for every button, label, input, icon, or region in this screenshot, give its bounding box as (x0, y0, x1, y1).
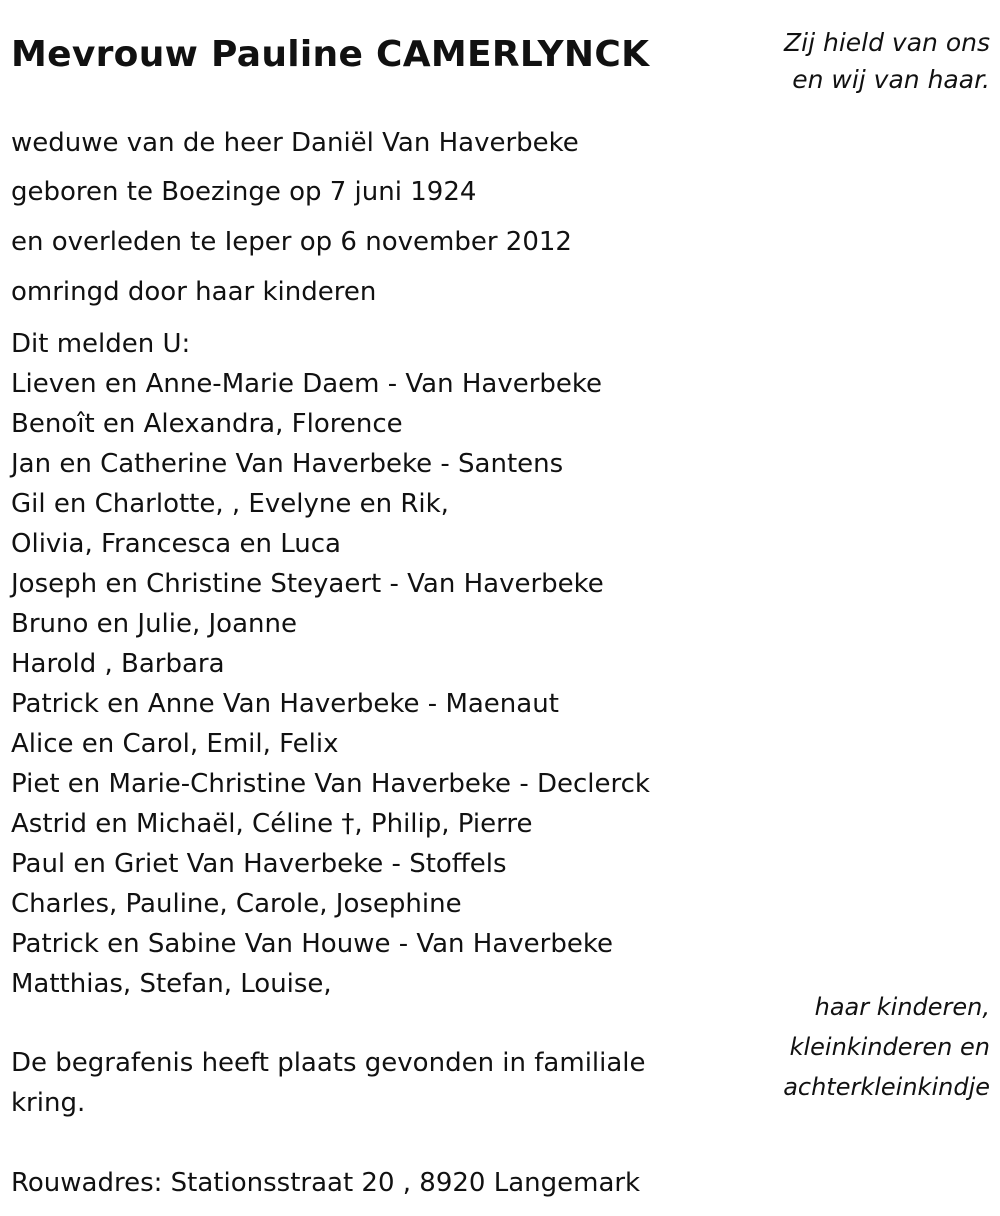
family-line: Bruno en Julie, Joanne (11, 609, 297, 639)
deceased-name: Mevrouw Pauline CAMERLYNCK (11, 34, 650, 75)
family-line: Patrick en Anne Van Haverbeke - Maenaut (11, 689, 559, 719)
widow-line: weduwe van de heer Daniël Van Haverbeke (11, 128, 579, 158)
family-line: Patrick en Sabine Van Houwe - Van Haverbeke (11, 929, 613, 959)
family-line: Olivia, Francesca en Luca (11, 529, 341, 559)
family-line: Jan en Catherine Van Haverbeke - Santens (11, 449, 564, 479)
family-line: Harold , Barbara (11, 649, 225, 679)
family-intro: Dit melden U: (11, 329, 191, 359)
birth-line: geboren te Boezinge op 7 juni 1924 (11, 177, 477, 207)
quote-line-1: Zij hield van ons (784, 28, 990, 57)
family-signoff (783, 987, 990, 1107)
family-line: Paul en Griet Van Haverbeke - Stoffels (11, 849, 507, 879)
signoff-line-2: kleinkinderen en (789, 1033, 990, 1061)
mourning-address: Rouwadres: Stationsstraat 20 , 8920 Langemark (11, 1168, 641, 1198)
family-line: Piet en Marie-Christine Van Haverbeke - Declerck (11, 769, 650, 799)
signoff-line-1: haar kinderen, (814, 993, 990, 1021)
family-line: Alice en Carol, Emil, Felix (11, 729, 339, 759)
funeral-notice: De begrafenis heeft plaats gevonden in familiale kring. (11, 1048, 646, 1118)
memorial-quote (784, 24, 990, 98)
family-line: Matthias, Stefan, Louise, (11, 969, 332, 999)
family-line: Astrid en Michaël, Céline †, Philip, Pierre (11, 809, 533, 839)
family-line: Benoît en Alexandra, Florence (11, 409, 403, 439)
signoff-line-3: achterkleinkindje (783, 1073, 990, 1101)
death-line: en overleden te Ieper op 6 november 2012 (11, 227, 572, 257)
quote-line-2: en wij van haar. (792, 65, 990, 94)
surrounded-line: omringd door haar kinderen (11, 277, 377, 307)
family-line: Lieven en Anne-Marie Daem - Van Haverbeke (11, 369, 603, 399)
family-line: Charles, Pauline, Carole, Josephine (11, 889, 462, 919)
family-line: Joseph en Christine Steyaert - Van Haverbeke (11, 569, 604, 599)
family-list (11, 324, 650, 1004)
family-line: Gil en Charlotte, , Evelyne en Rik, (11, 489, 449, 519)
